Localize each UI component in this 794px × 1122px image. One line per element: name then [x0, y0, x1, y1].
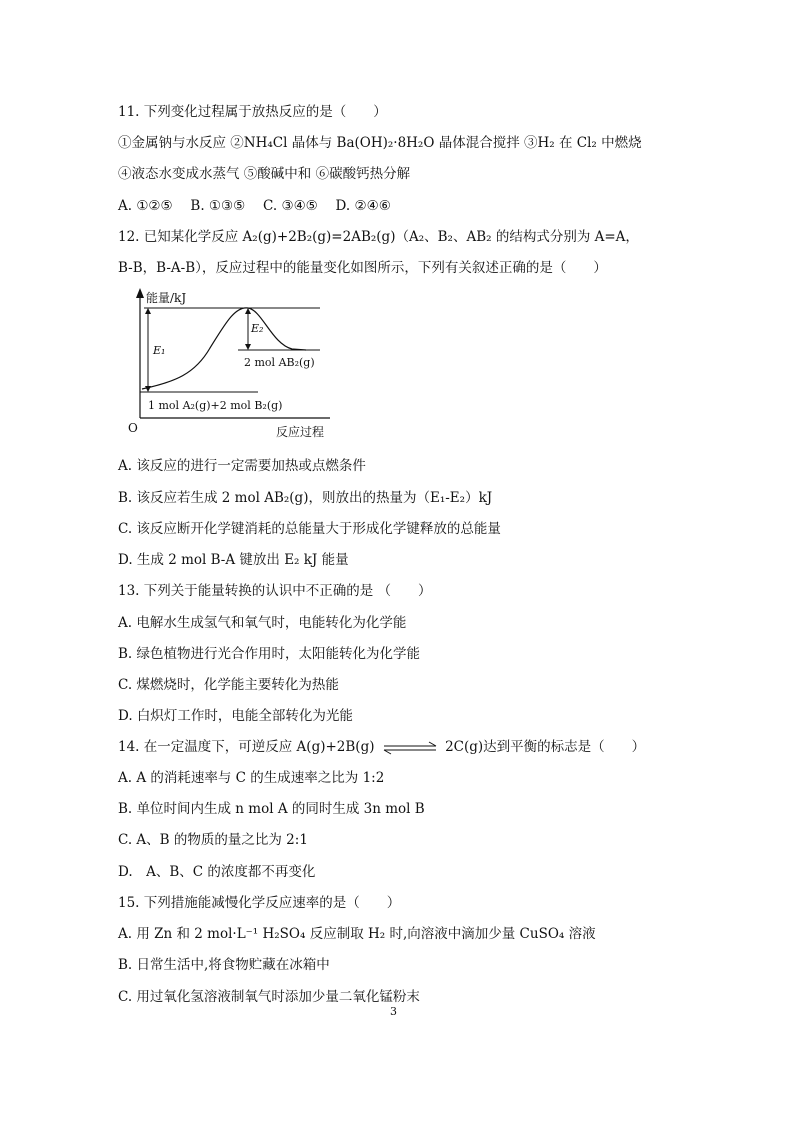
q15-option-c: C. 用过氧化氢溶液制氧气时添加少量二氧化锰粉末 [118, 989, 420, 1005]
q14-stem-post: 2C(g)达到平衡的标志是（ ） [445, 739, 646, 755]
e2-arrow-head-bottom [245, 344, 251, 350]
q14-option-b: B. 单位时间内生成 n mol A 的同时生成 3n mol B [118, 801, 425, 817]
x-axis-label: 反应过程 [276, 425, 325, 439]
product-label: 2 mol AB₂(g) [244, 356, 315, 369]
q14-option-a: A. A 的消耗速率与 C 的生成速率之比为 1:2 [118, 770, 385, 786]
e1-label: E₁ [153, 344, 166, 357]
q12-stem-line2: B-B，B-A-B），反应过程中的能量变化如图所示，下列有关叙述正确的是（ ） [118, 260, 607, 276]
reactant-label: 1 mol A₂(g)+2 mol B₂(g) [148, 399, 283, 412]
q14-stem-pre: 14. 在一定温度下，可逆反应 A(g)+2B(g) [118, 739, 375, 755]
page-number: 3 [390, 1005, 397, 1018]
e1-arrow-head-bottom [145, 386, 151, 392]
q12-option-a: A. 该反应的进行一定需要加热或点燃条件 [118, 458, 366, 474]
y-axis-label: 能量/kJ [146, 291, 187, 305]
q15-stem: 15. 下列措施能减慢化学反应速率的是（ ） [118, 895, 401, 911]
reaction-curve [142, 308, 306, 389]
e1-arrow-head-top [145, 308, 151, 314]
q12-option-c: C. 该反应断开化学键消耗的总能量大于形成化学键释放的总能量 [118, 521, 501, 537]
q13-option-a: A. 电解水生成氢气和氧气时，电能转化为化学能 [118, 615, 407, 631]
q12-option-d: D. 生成 2 mol B-A 键放出 E₂ kJ 能量 [118, 552, 349, 568]
q12-option-b: B. 该反应若生成 2 mol AB₂(g)，则放出的热量为（E₁-E₂）kJ [118, 490, 493, 506]
equilibrium-arrow-icon [381, 741, 439, 755]
q13-option-b: B. 绿色植物进行光合作用时，太阳能转化为化学能 [118, 646, 421, 662]
y-axis-arrow [136, 288, 144, 298]
q15-option-b: B. 日常生活中,将食物贮藏在冰箱中 [118, 957, 330, 973]
q13-stem: 13. 下列关于能量转换的认识中不正确的是 （ ） [118, 583, 432, 599]
e2-label: E₂ [251, 322, 264, 335]
q14-stem [118, 738, 645, 756]
origin-label: O [128, 421, 138, 435]
q11-items-line2: ④液态水变成水蒸气 ⑤酸碱中和 ⑥碳酸钙热分解 [118, 166, 411, 182]
q14-option-d: D. A、B、C 的浓度都不再变化 [118, 864, 316, 880]
q13-option-d: D. 白炽灯工作时，电能全部转化为光能 [118, 708, 353, 724]
q13-option-c: C. 煤燃烧时，化学能主要转化为热能 [118, 677, 339, 693]
q11-options: A. ①②⑤ B. ①③⑤ C. ③④⑤ D. ②④⑥ [118, 198, 391, 214]
energy-diagram [120, 286, 350, 446]
q11-items-line1: ①金属钠与水反应 ②NH₄Cl 晶体与 Ba(OH)₂·8H₂O 晶体混合搅拌 ③H₂ 在 Cl₂ 中燃烧 [118, 135, 642, 151]
q14-option-c: C. A、B 的物质的量之比为 2:1 [118, 832, 308, 848]
q15-option-a: A. 用 Zn 和 2 mol·L⁻¹ H₂SO₄ 反应制取 H₂ 时,向溶液中滴加少量 CuSO₄ 溶液 [118, 926, 596, 942]
q12-stem-line1: 12. 已知某化学反应 A₂(g)+2B₂(g)=2AB₂(g)（A₂、B₂、AB₂ 的结构式分别为 A=A， [118, 229, 639, 245]
q11-stem: 11. 下列变化过程属于放热反应的是（ ） [118, 104, 387, 120]
